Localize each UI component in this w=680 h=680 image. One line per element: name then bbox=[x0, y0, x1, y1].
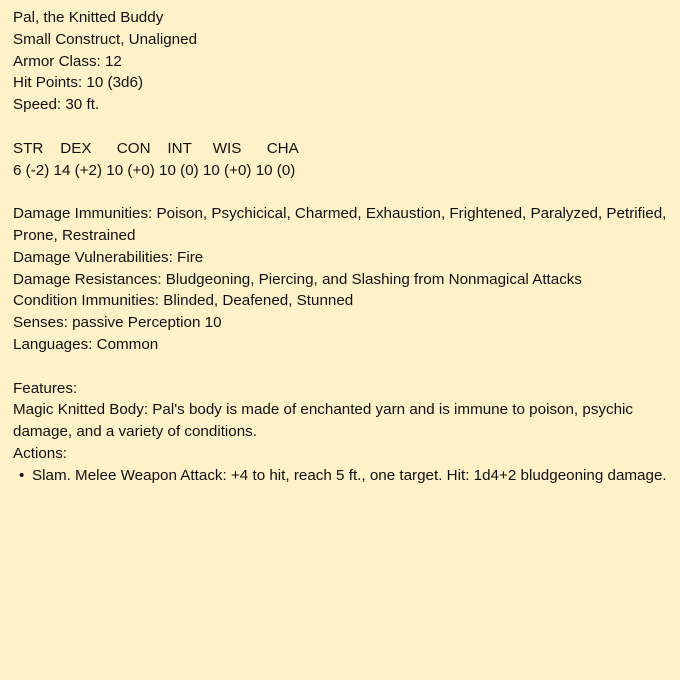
creature-type: Small Construct, Unaligned bbox=[13, 30, 198, 48]
action-slam: Slam. Melee Weapon Attack: +4 to hit, reach 5 ft., one target. Hit: 1d4+2 bludgeoning damage. bbox=[32, 466, 667, 484]
spacer bbox=[13, 116, 668, 138]
features-heading: Features: bbox=[13, 379, 78, 397]
hit-points: Hit Points: 10 (3d6) bbox=[13, 74, 143, 92]
creature-name: Pal, the Knitted Buddy bbox=[13, 9, 164, 26]
ability-values: 6 (-2) 14 (+2) 10 (+0) 10 (0) 10 (+0) 10 (0) bbox=[13, 161, 296, 179]
condition-immunities: Condition Immunities: Blinded, Deafened, Stunned bbox=[13, 292, 354, 310]
spacer bbox=[13, 181, 668, 203]
spacer bbox=[13, 356, 668, 378]
damage-vulnerabilities: Damage Vulnerabilities: Fire bbox=[13, 248, 204, 266]
speed: Speed: 30 ft. bbox=[13, 96, 100, 114]
damage-resistances: Damage Resistances: Bludgeoning, Piercing, and Slashing from Nonmagical Attacks bbox=[13, 270, 582, 288]
senses: Senses: passive Perception 10 bbox=[13, 314, 222, 332]
languages: Languages: Common bbox=[13, 335, 159, 353]
damage-immunities: Damage Immunities: Poison, Psychicical, Charmed, Exhaustion, Frightened, Paralyzed, Petrified, Prone, Restrained bbox=[13, 205, 667, 244]
actions-heading: Actions: bbox=[13, 444, 68, 462]
armor-class: Armor Class: 12 bbox=[13, 52, 122, 70]
bullet-icon: • bbox=[19, 466, 25, 484]
action-item bbox=[13, 465, 668, 487]
ability-headers: STR DEX CON INT WIS CHA bbox=[13, 139, 299, 157]
feature-magic-knitted-body: Magic Knitted Body: Pal's body is made of enchanted yarn and is immune to poison, psychic damage, and a variety of conditions. bbox=[13, 401, 634, 441]
